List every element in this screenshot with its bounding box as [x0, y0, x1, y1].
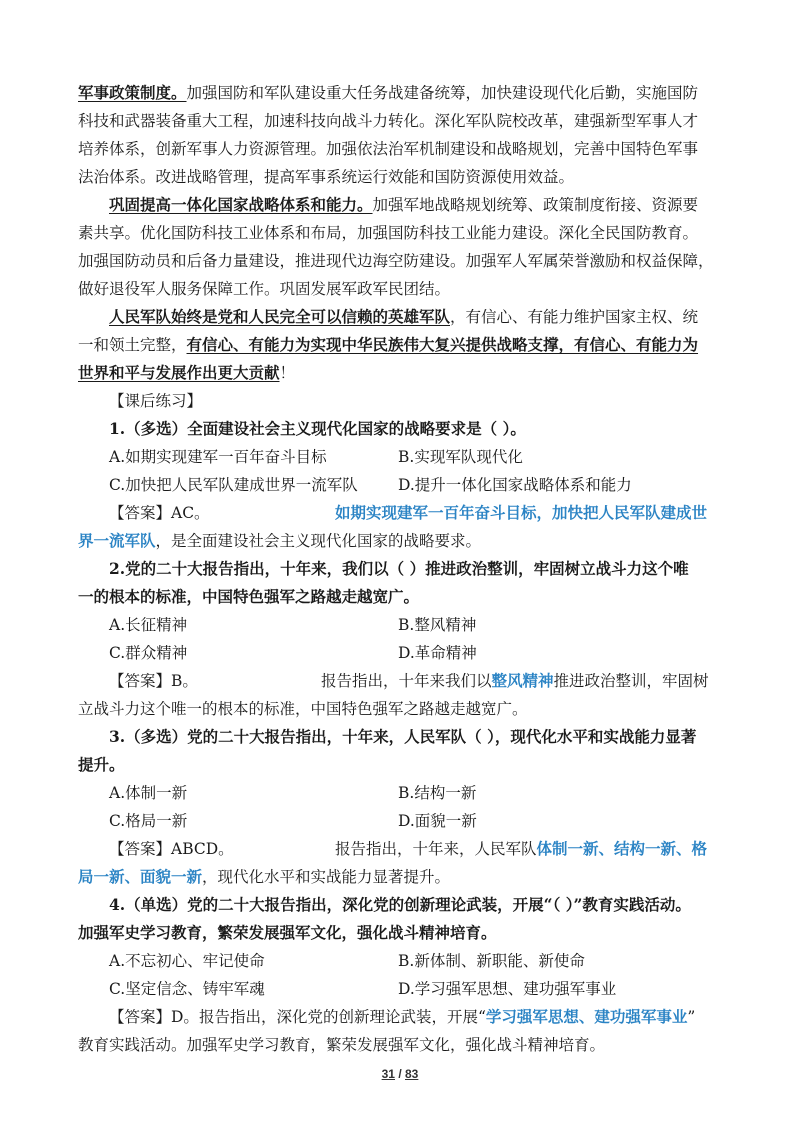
q4-answer-line2: 教育实践活动。加强军史学习教育，繁荣发展强军文化，强化战斗精神培育。: [78, 1036, 606, 1054]
q3-answer-line1: [109, 839, 759, 859]
para2-line2: 素共享。优化国防科技工业体系和布局，加强国防科技工业能力建设。深化全民国防教育。: [78, 224, 699, 242]
q3-options-row1: [109, 783, 759, 803]
para2-line4: 做好退役军人服务保障工作。巩固发展军政军民团结。: [78, 280, 451, 298]
q1-options-row2: [109, 475, 759, 495]
para3-emphasis-3: 世界和平与发展作出更大贡献: [78, 363, 280, 382]
q1-answer-label: 【答案】AC。: [109, 504, 210, 522]
q1-answer-line2: [78, 531, 728, 551]
q3-explanation: [335, 839, 707, 859]
para2-line1: [109, 195, 759, 215]
exercise-heading: 【课后练习】: [109, 392, 203, 410]
q4-answer-line1: [109, 1007, 759, 1027]
q3-option-d: D.面貌一新: [398, 812, 477, 830]
q1-explanation-highlight-1: 如期实现建军一百年奋斗目标，加快把人民军队建成世: [335, 503, 708, 522]
para3-line2: [78, 335, 728, 355]
q3-option-a: A.体制一新: [109, 784, 188, 802]
q2-explanation: [321, 671, 709, 691]
q3-options-row2: [109, 811, 759, 831]
page-current: 31: [381, 1067, 395, 1081]
para2-heading: 巩固提高一体化国家战略体系和能力。: [109, 195, 373, 214]
para1-line4: 法治体系。改进战略管理，提高军事系统运行效能和国防资源使用效益。: [78, 168, 575, 186]
q2-option-a: A.长征精神: [109, 616, 188, 634]
q3-answer-label: 【答案】ABCD。: [109, 840, 234, 858]
para3-line1: [109, 307, 759, 327]
q1-explanation-text: ，是全面建设社会主义现代化国家的战略要求。: [155, 532, 482, 550]
q2-options-row2: [109, 643, 759, 663]
para1-heading: 军事政策制度。: [78, 83, 187, 102]
q3-explanation-highlight-1: 体制一新、结构一新、格: [536, 839, 708, 858]
q2-stem-line1: 2.党的二十大报告指出，十年来，我们以（ ）推进政治整训，牢固树立战斗力这个唯: [109, 559, 689, 578]
q2-explanation-text-2: 推进政治整训，牢固树: [553, 672, 709, 690]
q2-options-row1: [109, 615, 759, 635]
q4-explanation-text-2: ”: [687, 1008, 696, 1026]
q2-option-d: D.革命精神: [398, 644, 477, 662]
para3-text-2: 一和领土完整，: [78, 336, 187, 354]
q4-explanation-text-1: 报告指出，深化党的创新理论武装，开展“: [198, 1008, 486, 1026]
q2-option-b: B.整风精神: [398, 616, 477, 634]
q1-option-a: A.如期实现建军一百年奋斗目标: [109, 448, 327, 466]
para1-text: 加强国防和军队建设重大任务战建备统筹，加快建设现代化后勤，实施国防: [186, 84, 699, 102]
q2-explanation-highlight: 整风精神: [491, 671, 554, 690]
q4-stem-line1: 4.（单选）党的二十大报告指出，深化党的创新理论武装，开展“（ ）”教育实践活动。: [109, 895, 691, 914]
q3-explanation-text-2: ，现代化水平和实战能力显著提升。: [202, 868, 451, 886]
para1-line3: 培养体系，创新军事人力资源管理。加强依法治军机制建设和战略规划，完善中国特色军事: [78, 140, 699, 158]
para2-text: 加强军地战略规划统筹、政策制度衔接、资源要: [372, 196, 699, 214]
q3-stem-line2: 提升。: [78, 755, 125, 774]
q3-answer-line2: [78, 867, 728, 887]
q1-options-row1: [109, 447, 759, 467]
q4-option-d: D.学习强军思想、建功强军事业: [398, 980, 617, 998]
para3-emphasis-2: 有信心、有能力为实现中华民族伟大复兴提供战略支撑，有信心、有能力为: [186, 335, 699, 354]
para3-text-3: ！: [279, 364, 296, 382]
para1-line1: [78, 83, 728, 103]
page-total: 83: [405, 1067, 419, 1081]
q2-option-c: C.群众精神: [109, 644, 188, 662]
q4-explanation-highlight: 学习强军思想、建功强军事业: [485, 1007, 688, 1026]
q2-answer-label: 【答案】B。: [109, 672, 198, 690]
q2-explanation-text-1: 报告指出，十年来我们以: [321, 672, 492, 690]
q2-stem-line2: 一的根本的标准，中国特色强军之路越走越宽广。: [78, 587, 420, 606]
para2-line3: 加强国防动员和后备力量建设，推进现代边海空防建设。加强军人军属荣誉激励和权益保障，: [78, 252, 714, 270]
q4-answer-label: 【答案】D。: [109, 1008, 199, 1026]
q1-option-d: D.提升一体化国家战略体系和能力: [398, 476, 632, 494]
para3-emphasis-1: 人民军队始终是党和人民完全可以信赖的英雄军队: [109, 307, 451, 326]
q3-explanation-highlight-2: 局一新、面貌一新: [78, 867, 203, 886]
q2-answer-line1: [109, 671, 759, 691]
q4-stem-line2: 加强军史学习教育，繁荣发展强军文化，强化战斗精神培育。: [78, 923, 497, 942]
para3-text-1: ，有信心、有能力维护国家主权、统: [450, 308, 699, 326]
q3-explanation-text-1: 报告指出，十年来，人民军队: [335, 840, 537, 858]
q4-option-b: B.新体制、新职能、新使命: [398, 952, 585, 970]
q1-option-c: C.加快把人民军队建成世界一流军队: [109, 476, 358, 494]
q1-explanation-highlight-2: 界一流军队: [78, 531, 156, 550]
q4-options-row1: [109, 951, 759, 971]
q3-option-b: B.结构一新: [398, 784, 477, 802]
q1-stem: 1.（多选）全面建设社会主义现代化国家的战略要求是（ ）。: [109, 419, 526, 438]
q3-stem-line1: 3.（多选）党的二十大报告指出，十年来，人民军队（ ），现代化水平和实战能力显著: [109, 727, 697, 746]
q4-option-c: C.坚定信念、铸牢军魂: [109, 980, 265, 998]
q4-option-a: A.不忘初心、牢记使命: [109, 952, 265, 970]
q1-option-b: B.实现军队现代化: [398, 448, 523, 466]
page-separator: /: [394, 1067, 405, 1081]
para1-line2: 科技和武器装备重大工程，加速科技向战斗力转化。深化军队院校改革，建强新型军事人才: [78, 112, 699, 130]
q4-options-row2: [109, 979, 759, 999]
para3-line3: [78, 363, 728, 383]
page-number: [0, 1067, 800, 1081]
q2-answer-line2: 立战斗力这个唯一的根本的标准，中国特色强军之路越走越宽广。: [78, 700, 528, 718]
q1-answer-line1: [109, 503, 759, 523]
q3-option-c: C.格局一新: [109, 812, 188, 830]
